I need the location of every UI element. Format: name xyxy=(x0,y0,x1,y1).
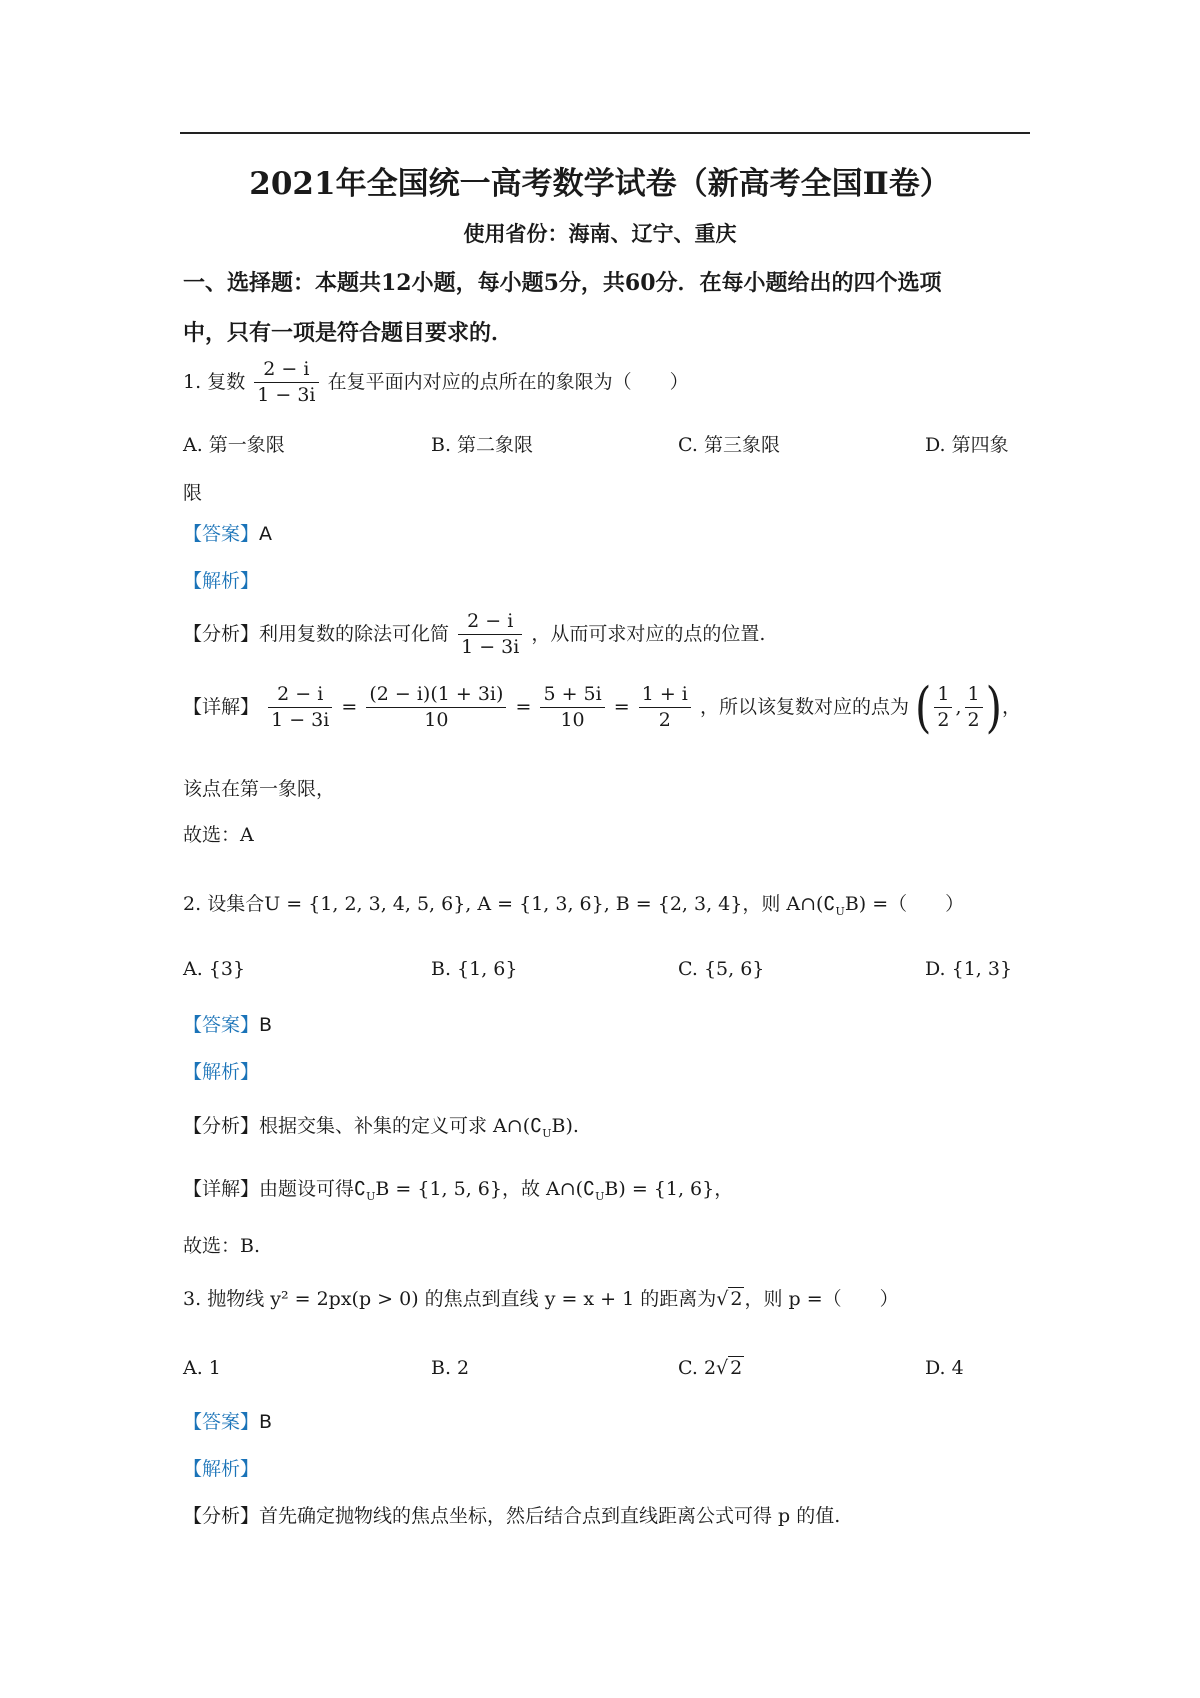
page-subtitle: 使用省份：海南、辽宁、重庆 xyxy=(463,221,737,246)
q1-option-d: D. 第四象 xyxy=(925,434,1009,456)
page-title: 2021年全国统一高考数学试卷（新高考全国Ⅱ卷） xyxy=(249,166,951,202)
q2-answer: 【答案】B xyxy=(183,1014,273,1036)
q2-conclusion: 故选：B. xyxy=(183,1235,261,1257)
question-number: 1. xyxy=(183,371,202,393)
q1-option-d-wrap: 限 xyxy=(183,482,203,504)
q2-detail: 【详解】由题设可得$∁_UB = \{1$, 5, 6}，故 $A\cap(∁_UB) = \{1$, 6}， xyxy=(183,1178,734,1203)
header-rule xyxy=(180,132,1030,134)
q1-answer: 【答案】A xyxy=(183,523,273,545)
q1-analysis-label: 【解析】 xyxy=(183,570,260,592)
q2-analysis-label: 【解析】 xyxy=(183,1061,260,1083)
q3-analysis-label: 【解析】 xyxy=(183,1458,260,1480)
q2-option-a: A. {3} xyxy=(183,958,246,980)
question-3-stem: 3. 抛物线 y² = 2px(p > 0) 的焦点到直线 y = x + 1 的距离为√ 2 ，则 p =（ ） xyxy=(183,1288,899,1310)
q2-fenxi: 【分析】根据交集、补集的定义可求 $A\cap(∁_UB)$. xyxy=(183,1115,579,1140)
question-2-stem: 2. 设集合U = {1, 2, 3, 4, 5, 6}, A = {1, 3, 6}, B = {2, 3, 4}，则 $A\cap(∁_UB)$ =（ ） xyxy=(183,893,965,918)
q3-option-d: D. 4 xyxy=(925,1357,964,1379)
q3-fenxi: 【分析】首先确定抛物线的焦点坐标，然后结合点到直线距离公式可得 p 的值. xyxy=(183,1505,841,1527)
q1-detail-line2: 该点在第一象限， xyxy=(183,778,336,800)
question-1-stem: 1. 复数 $\frac{2 - i}{1 - 3i}$ 在复平面内对应的点所在的象限为（ ） xyxy=(183,358,689,406)
fraction: $\frac{2 - i}{1 - 3i}$ xyxy=(254,360,318,405)
q1-conclusion: 故选：A xyxy=(183,824,254,846)
section-heading-line2: 中，只有一项是符合题目要求的． xyxy=(183,320,514,346)
q2-option-d: D. {1, 3} xyxy=(925,958,1013,980)
q2-option-b: B. {1, 6} xyxy=(431,958,518,980)
q3-answer: 【答案】B xyxy=(183,1411,273,1433)
q1-option-c: C. 第三象限 xyxy=(678,434,780,456)
q1-fenxi: 【分析】利用复数的除法可化简 $\frac{2 - i}{1 - 3i}$ ，从而可求对应的点的位置. xyxy=(183,610,766,658)
q1-option-b: B. 第二象限 xyxy=(431,434,534,456)
q3-option-c: C. 2√ 2 xyxy=(678,1357,743,1379)
q2-option-c: C. {5, 6} xyxy=(678,958,765,980)
q3-option-b: B. 2 xyxy=(431,1357,470,1379)
q3-option-a: A. 1 xyxy=(183,1357,221,1379)
q1-option-a: A. 第一象限 xyxy=(183,434,285,456)
q1-detail: 【详解】 $\frac{2 - i}{1 - 3i}$ = $\frac{(2 - i)(1 + 3i)}{10}$ = $\frac{5 + 5i}{10}$ = $\frac{1 + i}{2}$ ，所以该复数对应的点为 ( $\frac{1}{2}$ , $\frac{1}{2}$ )， xyxy=(183,675,1022,739)
section-heading-line1: 一、选择题：本题共12小题，每小题5分，共60分．在每小题给出的四个选项 xyxy=(183,270,942,296)
